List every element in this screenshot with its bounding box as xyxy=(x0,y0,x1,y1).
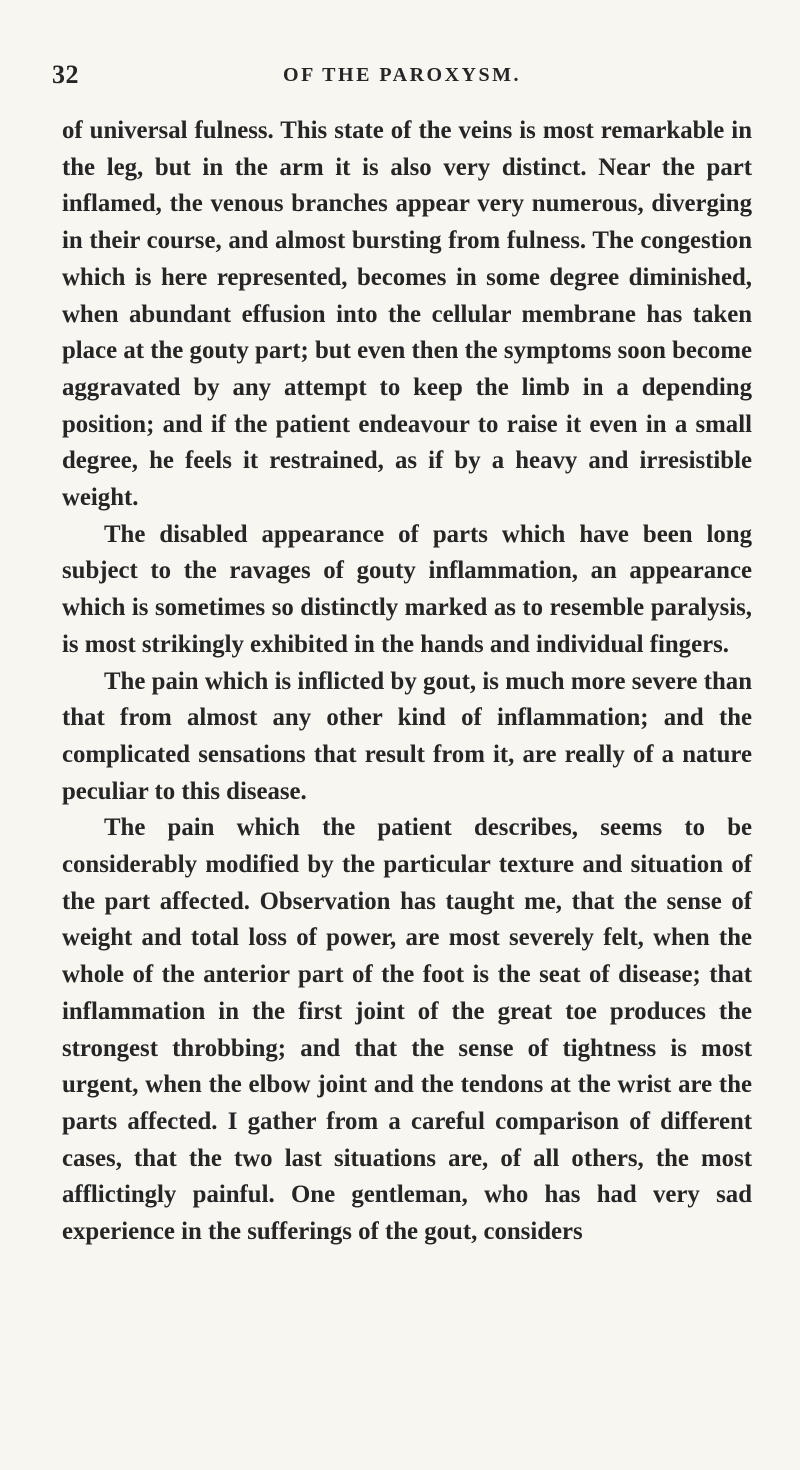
paragraph-2: The disabled appearance of parts which have been long subject to the ravages of gouty inflammation, an appearance which is sometimes so distinctly marked as to resemble paralysis, is most strikingly exhibited in the hands and individual fingers. xyxy=(62,520,752,658)
page-header xyxy=(52,60,752,100)
paragraph-4: The pain which the patient describes, seems to be considerably modified by the particular texture and situation of the part affected. Observation has taught me, that the sense of weight and total loss of power, are most severely felt, when the whole of the anterior part of the foot is the seat of disease; that inflammation in the first joint of the great toe produces the strongest throbbing; and that the sense of tightness is most urgent, when the elbow joint and the tendons at the wrist are the parts affected. I gather from a careful comparison of different cases, that the two last situations are, of all others, the most afflictingly painful. One gentleman, who has had very sad experience in the sufferings of the gout, considers xyxy=(62,814,752,1246)
running-head: OF THE PAROXYSM. xyxy=(283,64,521,86)
page-number: 32 xyxy=(52,60,79,89)
paragraph-1: of universal fulness. This state of the veins is most remarkable in the leg, but in the arm it is also very distinct. Near the part inflamed, the venous branches appear very numerous, diverging in their course, and almost bursting from fulness. The congestion which is here represented, becomes in some degree diminished, when abundant effusion into the cellular membrane has taken place at the gouty part; but even then the symptoms soon become aggravated by any attempt to keep the limb in a depending position; and if the patient endeavour to raise it even in a small degree, he feels it restrained, as if by a heavy and irresistible weight. xyxy=(62,117,752,512)
body-text xyxy=(62,113,752,1251)
paragraph-3: The pain which is inflicted by gout, is much more severe than that from almost any other kind of inflammation; and the complicated sensations that result from it, are really of a nature peculiar to this disease. xyxy=(62,667,752,805)
